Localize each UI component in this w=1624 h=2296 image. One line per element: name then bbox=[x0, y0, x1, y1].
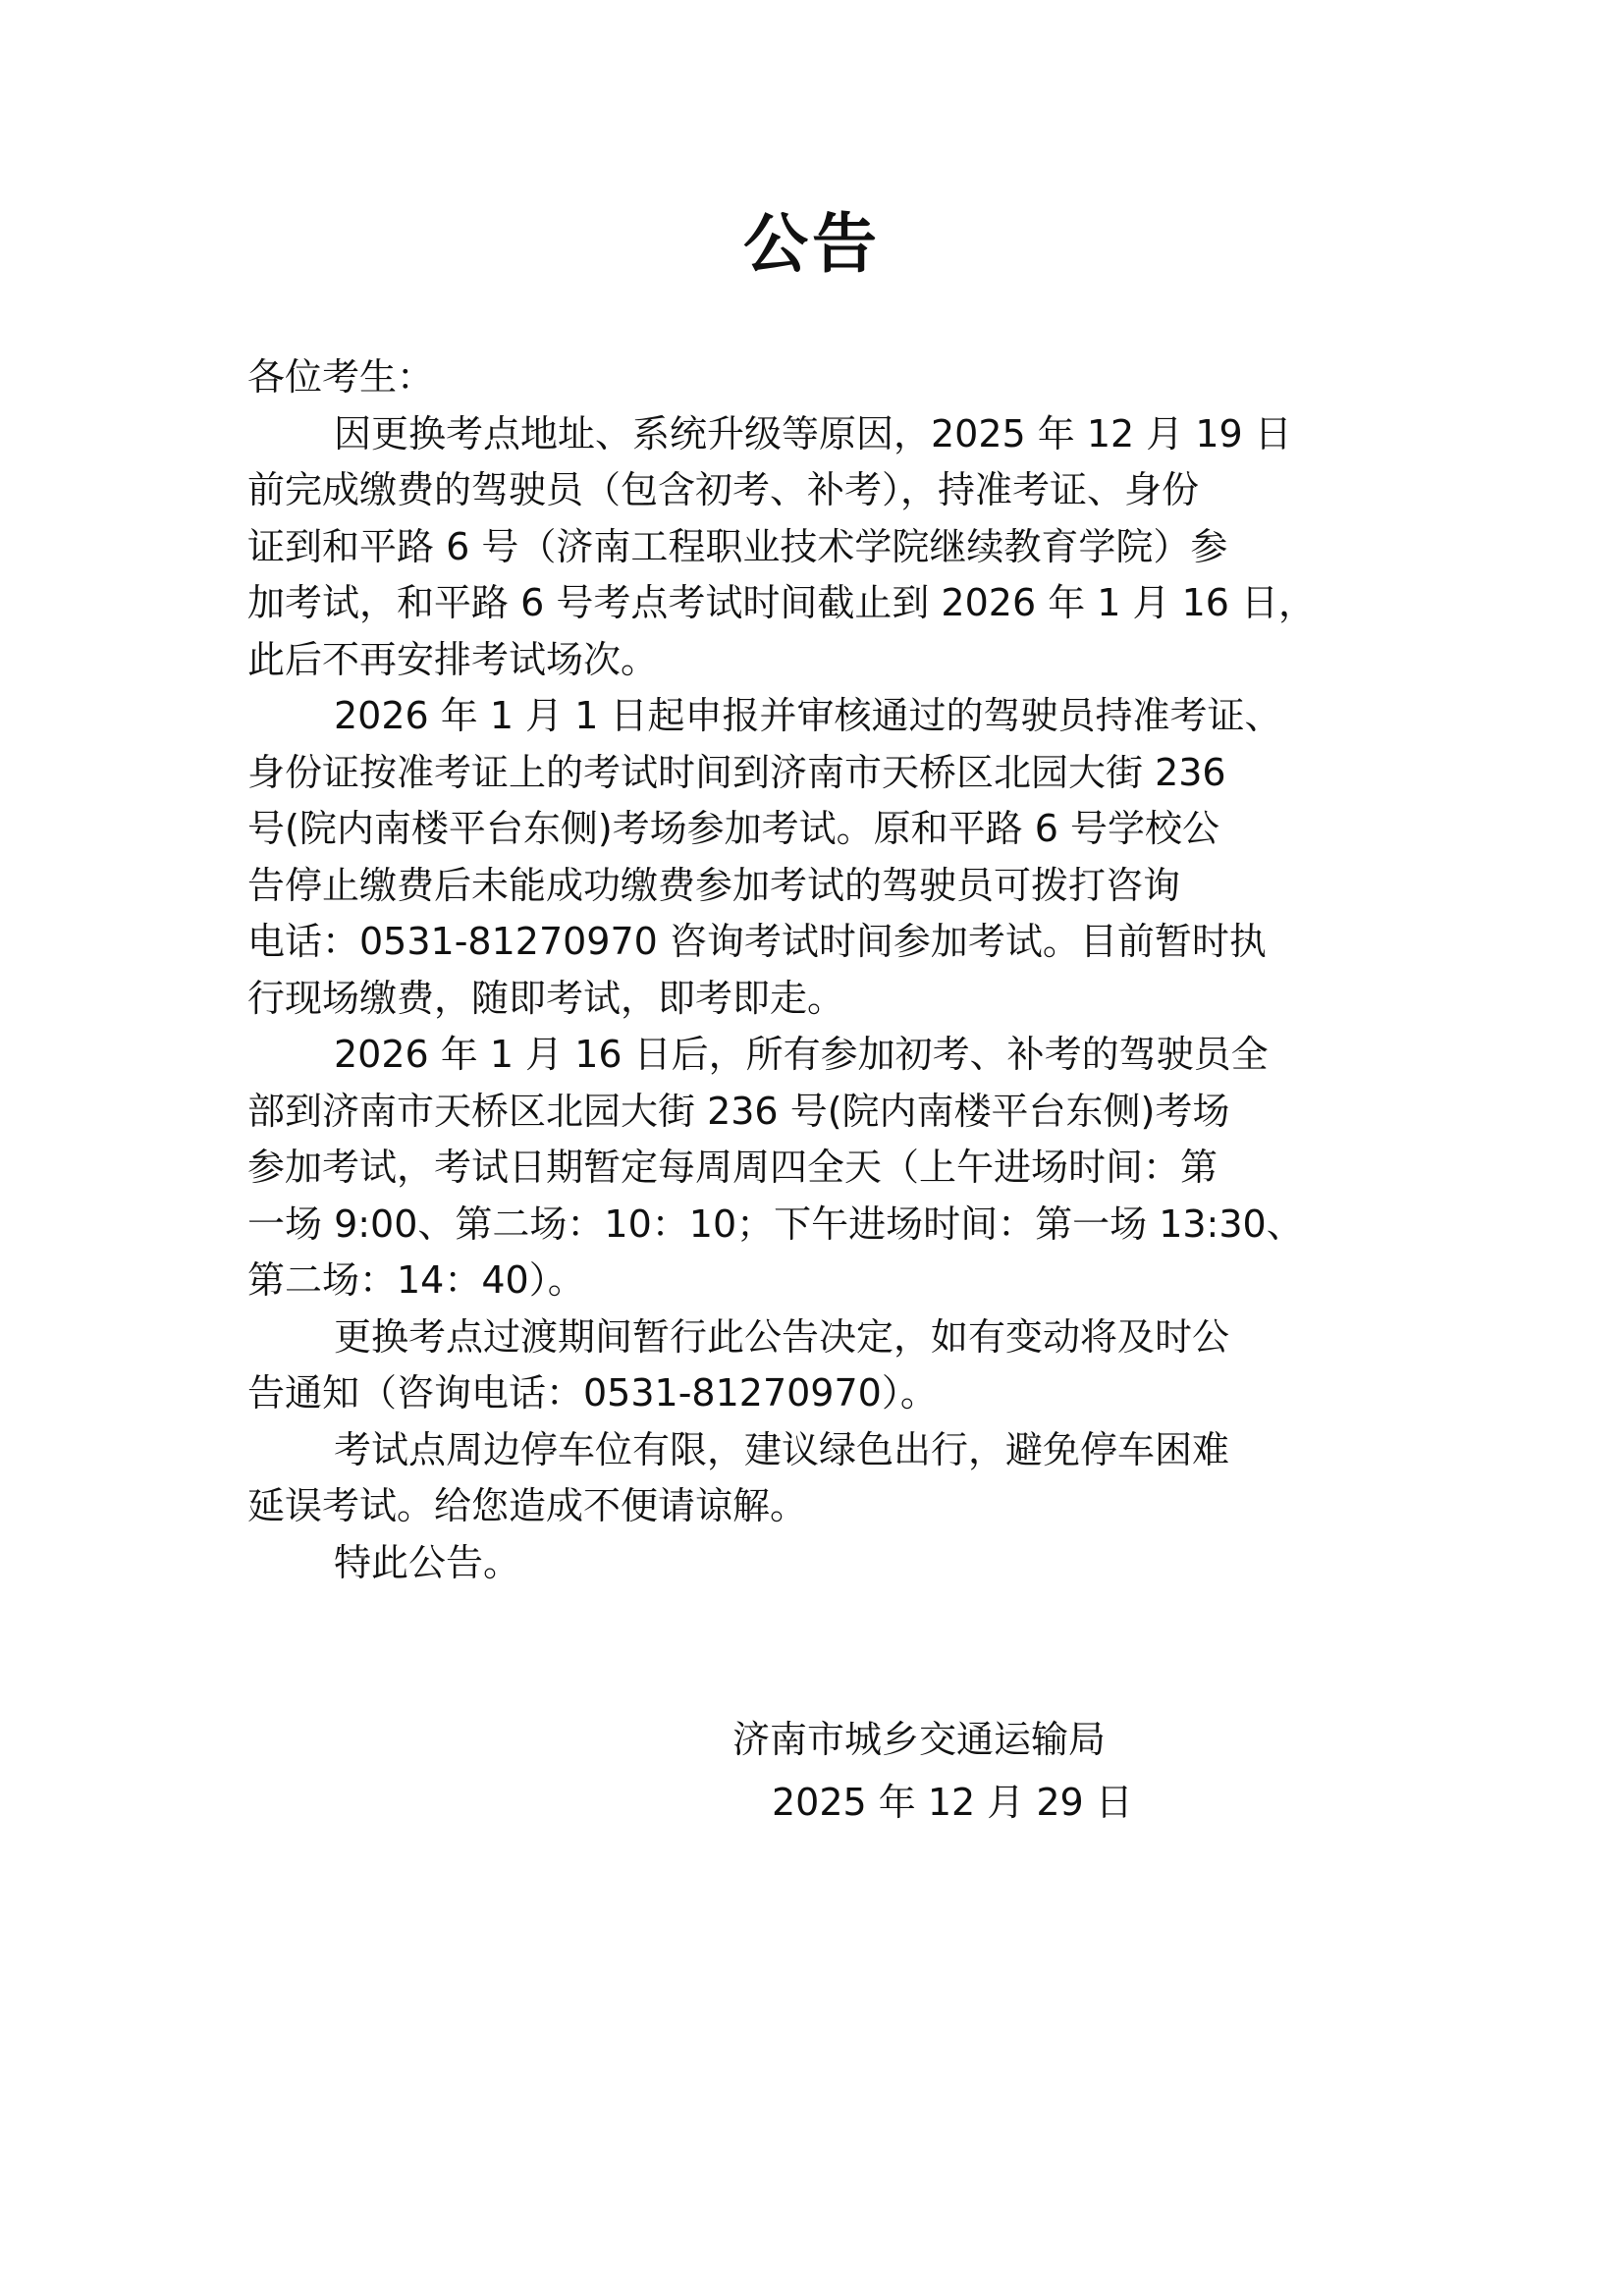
paragraph-2-line-5: 电话：0531-81270970 咨询考试时间参加考试。目前暂时执 bbox=[247, 920, 1267, 963]
salutation: 各位考生： bbox=[247, 355, 435, 399]
paragraph-2-line-4: 告停止缴费后未能成功缴费参加考试的驾驶员可拨打咨询 bbox=[247, 863, 1181, 907]
paragraph-3-line-4: 一场 9:00、第二场：10：10；下午进场时间：第一场 13:30、 bbox=[247, 1201, 1304, 1246]
issuer-name: 济南市城乡交通运输局 bbox=[732, 1718, 1107, 1761]
paragraph-4-line-1: 更换考点过渡期间暂行此公告决定，如有变动将及时公 bbox=[334, 1314, 1230, 1359]
paragraph-2-line-3: 号(院内南楼平台东侧)考场参加考试。原和平路 6 号学校公 bbox=[247, 807, 1219, 850]
paragraph-1-line-2: 前完成缴费的驾驶员（包含初考、补考），持准考证、身份 bbox=[247, 468, 1200, 511]
paragraph-1-line-5: 此后不再安排考试场次。 bbox=[247, 637, 659, 681]
paragraph-2-line-1: 2026 年 1 月 1 日起申报并审核通过的驾驶员持准考证、 bbox=[334, 694, 1282, 737]
paragraph-3-line-3: 参加考试，考试日期暂定每周周四全天（上午进场时间：第 bbox=[247, 1146, 1218, 1189]
paragraph-5-line-1: 考试点周边停车位有限，建议绿色出行，避免停车困难 bbox=[334, 1427, 1230, 1471]
paragraph-1-line-4: 加考试，和平路 6 号考点考试时间截止到 2026 年 1 月 16 日， bbox=[247, 581, 1317, 624]
paragraph-3-line-5: 第二场：14：40）。 bbox=[247, 1258, 585, 1302]
paragraph-2-line-2: 身份证按准考证上的考试时间到济南市天桥区北园大街 236 bbox=[247, 750, 1226, 794]
paragraph-1-line-3: 证到和平路 6 号（济南工程职业技术学院继续教育学院）参 bbox=[247, 524, 1228, 568]
paragraph-3-line-1: 2026 年 1 月 16 日后，所有参加初考、补考的驾驶员全 bbox=[334, 1033, 1269, 1076]
closing-line: 特此公告。 bbox=[334, 1540, 521, 1584]
paragraph-2-line-6: 行现场缴费，随即考试，即考即走。 bbox=[247, 976, 845, 1020]
paragraph-5-line-2: 延误考试。给您造成不便请谅解。 bbox=[247, 1484, 808, 1527]
signature-block bbox=[732, 1708, 1223, 1834]
document-title: 公告 bbox=[743, 206, 881, 282]
paragraph-1-line-1: 因更换考点地址、系统升级等原因，2025 年 12 月 19 日 bbox=[334, 411, 1292, 455]
paragraph-3-line-2: 部到济南市天桥区北园大街 236 号(院内南楼平台东侧)考场 bbox=[247, 1089, 1230, 1133]
document-body bbox=[247, 349, 1386, 1591]
paragraph-4-line-2: 告通知（咨询电话：0531-81270970）。 bbox=[247, 1371, 938, 1415]
issue-date: 2025 年 12 月 29 日 bbox=[772, 1781, 1133, 1824]
